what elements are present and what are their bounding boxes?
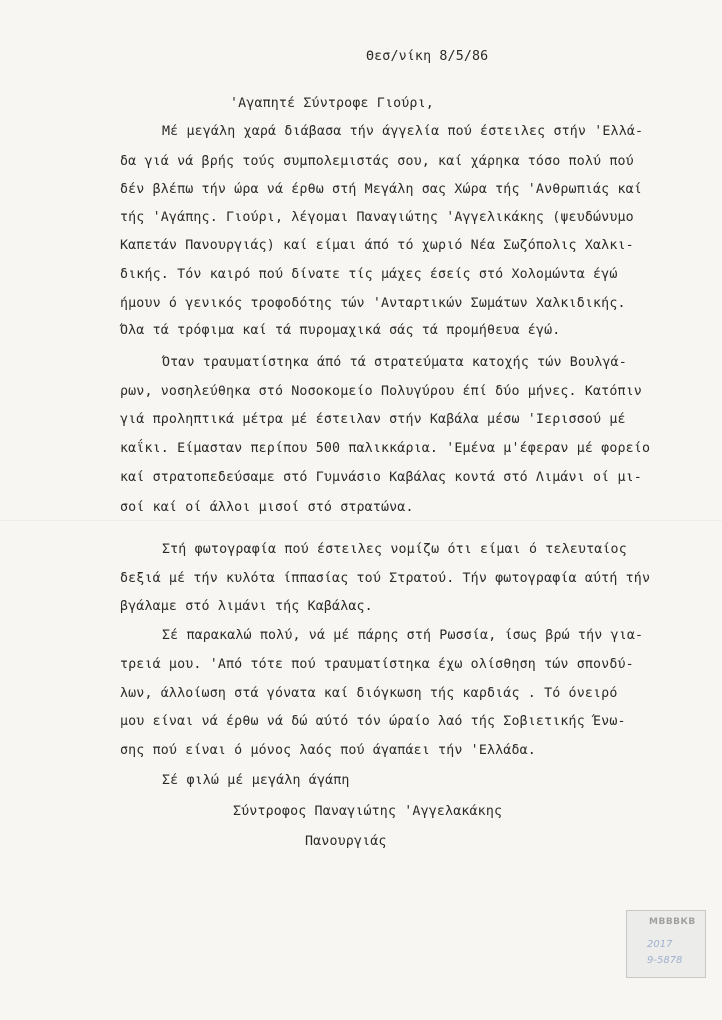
salutation: 'Αγαπητέ Σύντροφε Γιούρι,: [230, 96, 434, 111]
body-line: δέν βλέπω τήν ώρα νά έρθω στή Μεγάλη σας Χώρα τής 'Ανθρωπιάς καί: [120, 182, 642, 197]
archive-stamp: [626, 910, 706, 978]
body-line: Μέ μεγάλη χαρά διάβασα τήν άγγελία πού έστειλες στήν 'Ελλά-: [162, 124, 644, 139]
body-line: ήμουν ό γενικός τροφοδότης τών 'Ανταρτικών Σωμάτων Χαλκιδικής.: [120, 296, 626, 311]
signature-alias: Πανουργιάς: [305, 834, 387, 849]
body-line: καΐκι. Είμασταν περίπου 500 παλικκάρια. 'Εμένα μ'έφεραν μέ φορείο: [120, 441, 651, 456]
body-line: Καπετάν Πανουργιάς) καί είμαι άπό τό χωριό Νέα Σωζόπολις Χαλκι-: [120, 238, 634, 253]
body-line: βγάλαμε στό λιμάνι τής Καβάλας.: [120, 599, 373, 614]
body-line: μου είναι νά έρθω νά δώ αύτό τόν ώραίο λαό τής Σοβιετικής Ένω-: [120, 714, 626, 729]
body-line: γιά προληπτικά μέτρα μέ έστειλαν στήν Καβάλα μέσω 'Ιερισσού μέ: [120, 412, 626, 427]
signature-name: Σύντροφος Παναγιώτης 'Αγγελακάκης: [233, 804, 503, 819]
body-line: Σέ παρακαλώ πολύ, νά μέ πάρης στή Ρωσσία, ίσως βρώ τήν για-: [162, 628, 644, 643]
body-line: τρειά μου. 'Από τότε πού τραυματίστηκα έχω ολίσθηση τών σπονδύ-: [120, 657, 634, 672]
body-line: σοί καί οί άλλοι μισοί στό στρατώνα.: [120, 500, 414, 515]
archive-code: МВВВКВ: [649, 917, 696, 927]
body-line: ρων, νοσηλεύθηκα στό Νοσοκομείο Πολυγύρου έπί δύο μήνες. Κατόπιν: [120, 384, 642, 399]
body-line: Στή φωτογραφία πού έστειλες νομίζω ότι είμαι ό τελευταίος: [162, 542, 627, 557]
body-line: Όταν τραυματίστηκα άπό τά στρατεύματα κατοχής τών Βουλγά-: [162, 355, 627, 370]
body-line: σης πού είναι ό μόνος λαός πού άγαπάει τήν 'Ελλάδα.: [120, 743, 536, 758]
archive-note: 2017: [647, 939, 673, 950]
body-line: καί στρατοπεδεύσαμε στό Γυμνάσιο Καβάλας κοντά στό Λιμάνι οί μι-: [120, 470, 642, 485]
paper-fold: [0, 520, 722, 521]
dateline: Θεσ/νίκη 8/5/86: [366, 49, 489, 64]
body-line: δικής. Τόν καιρό πού δίνατε τίς μάχες έσείς στό Χολομώντα έγώ: [120, 267, 618, 282]
closing: Σέ φιλώ μέ μεγάλη άγάπη: [162, 773, 350, 788]
body-line: Όλα τά τρόφιμα καί τά πυρομαχικά σάς τά προμήθευα έγώ.: [120, 323, 561, 338]
body-line: δεξιά μέ τήν κυλότα ίππασίας τού Στρατού. Τήν φωτογραφία αύτή τήν: [120, 571, 651, 586]
archive-note: 9-5878: [647, 955, 683, 966]
body-line: λων, άλλοίωση στά γόνατα καί διόγκωση τής καρδιάς . Τό όνειρό: [120, 686, 618, 701]
body-line: δα γιά νά βρής τούς συμπολεμιστάς σου, καί χάρηκα τόσο πολύ πού: [120, 154, 634, 169]
body-line: τής 'Αγάπης. Γιούρι, λέγομαι Παναγιώτης 'Αγγελικάκης (ψευδώνυμο: [120, 210, 634, 225]
